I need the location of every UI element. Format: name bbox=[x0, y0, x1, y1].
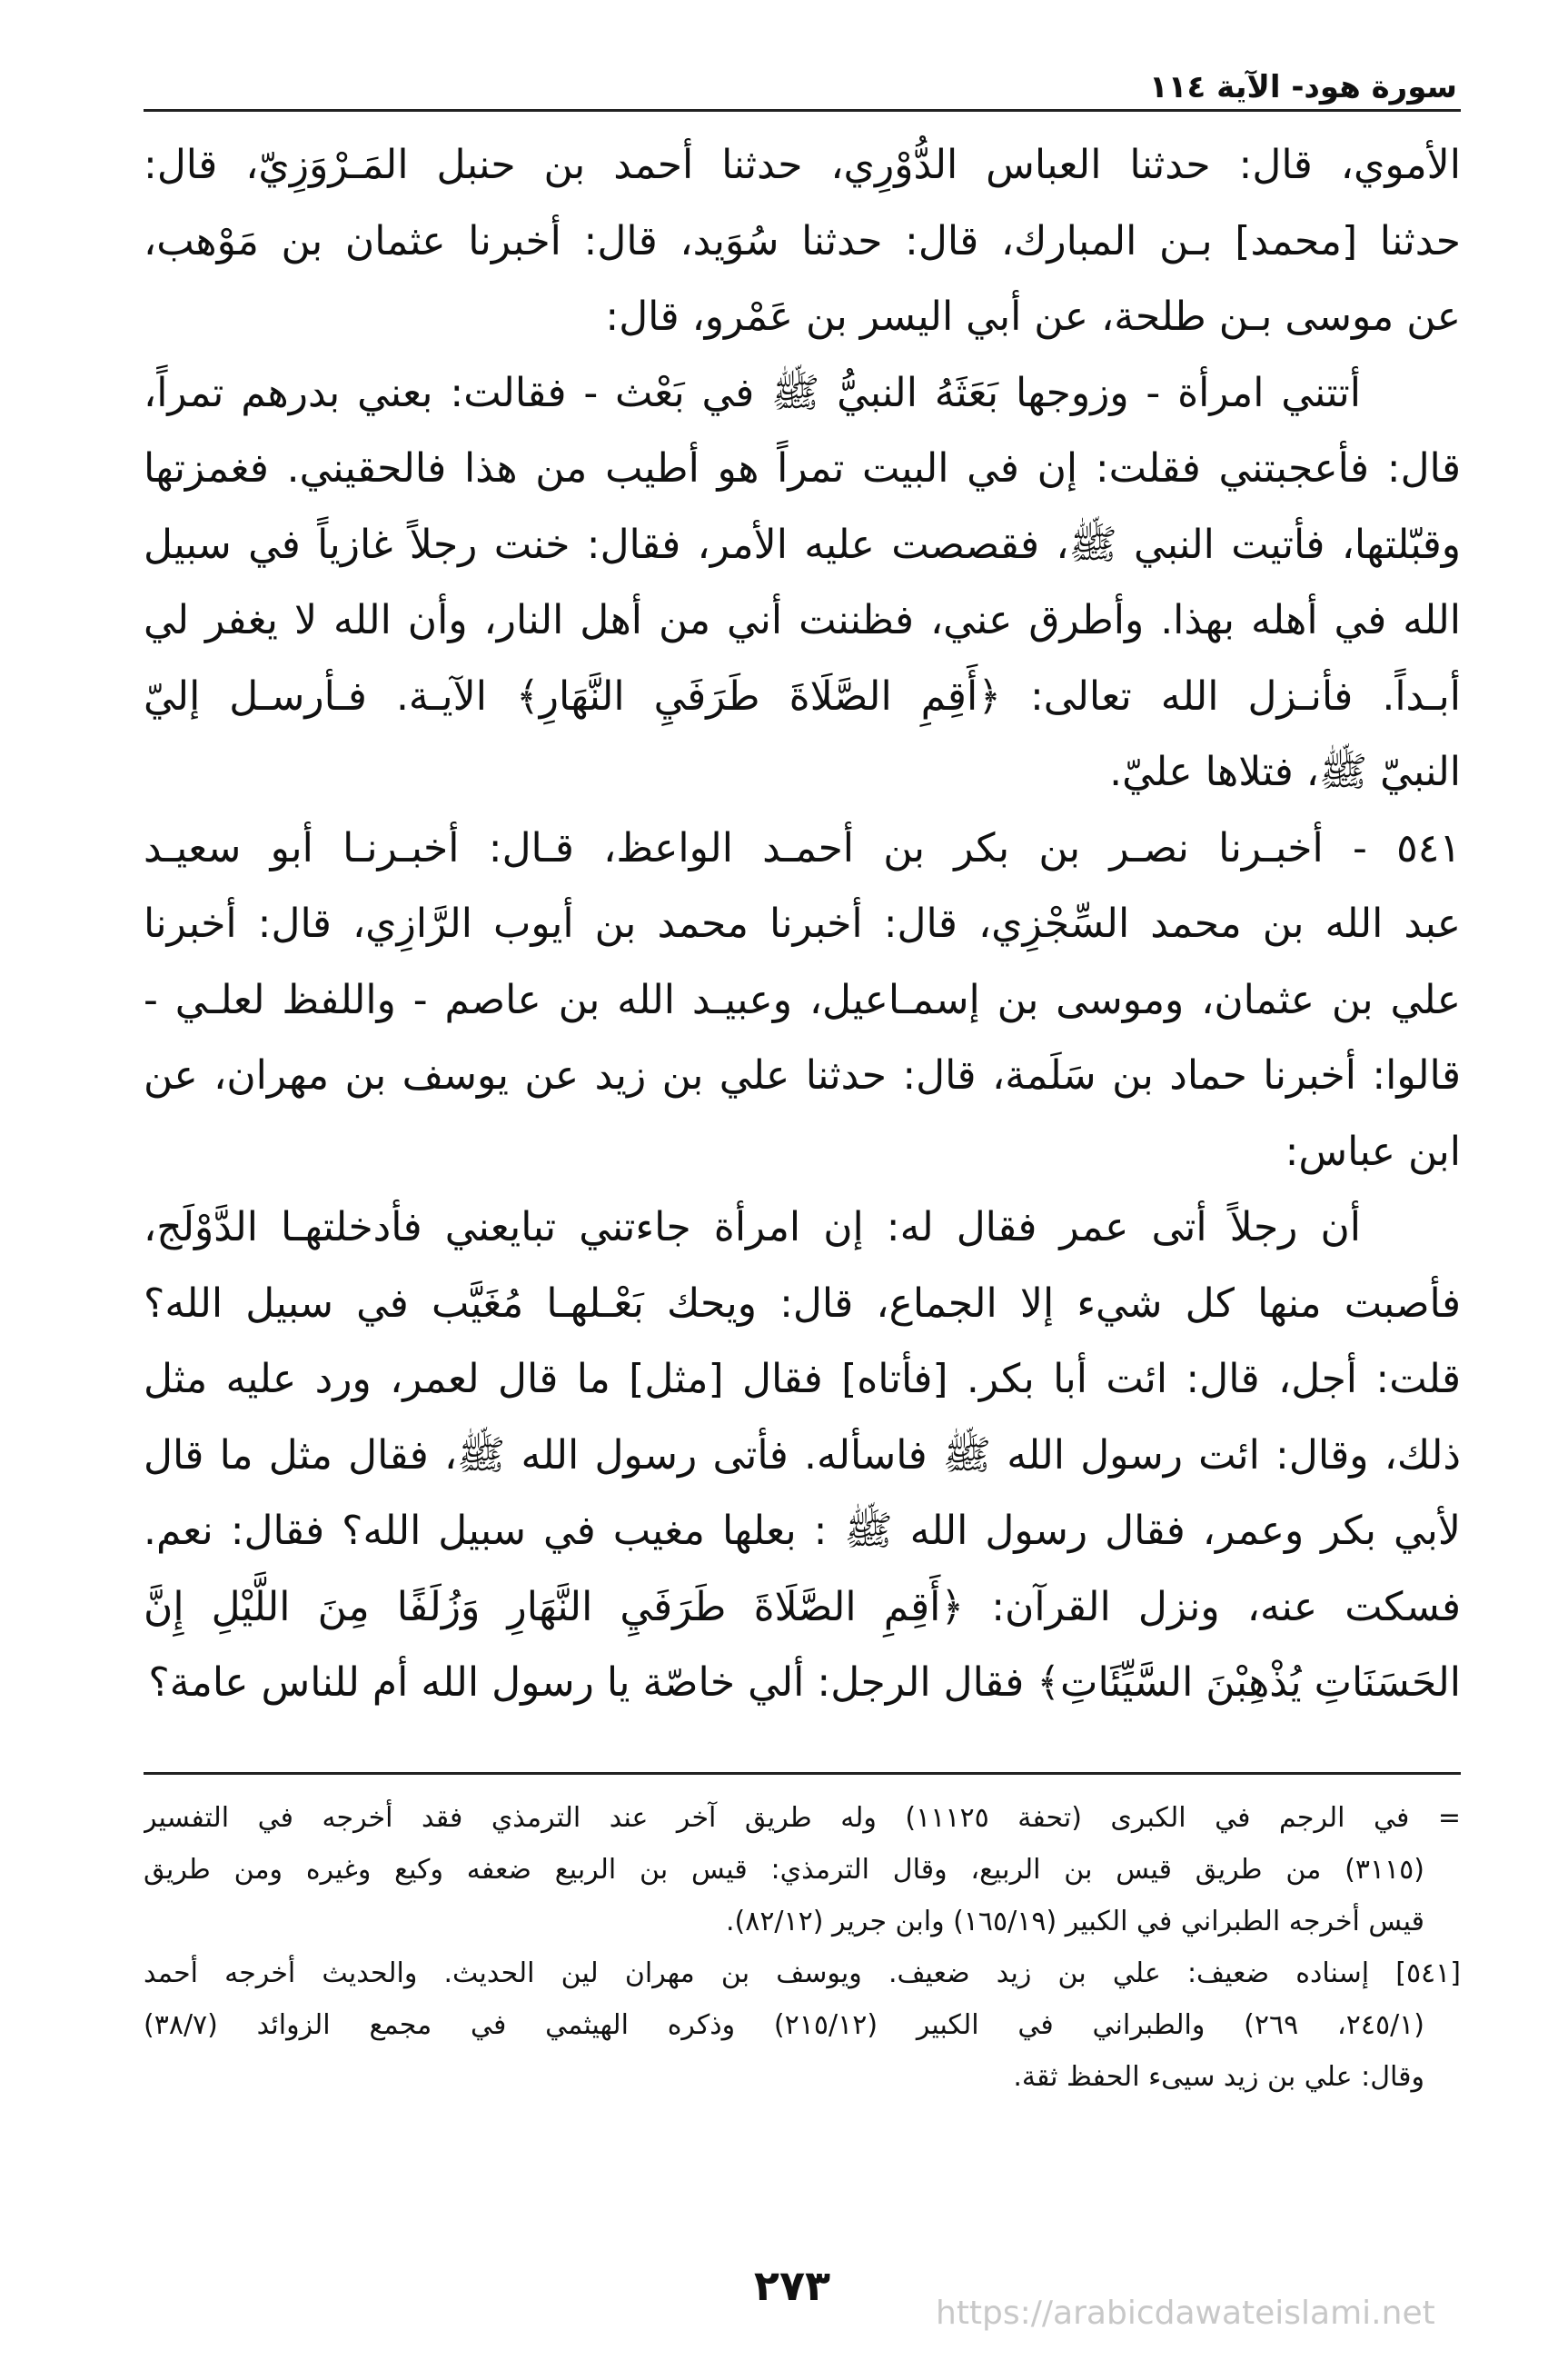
text-line: النبيّ ﷺ، فتلاها عليّ. bbox=[1109, 749, 1461, 795]
footnote-line: (٢٤٥/١، ٢٦٩) والطبراني في الكبير (٢١٥/١٢) وذكره الهيثمي في مجمع الزوائد (٣٨/٧) bbox=[144, 2009, 1425, 2041]
text-line: عن موسى بـن طلحة، عن أبي اليسر بن عَمْرو، قال: bbox=[605, 294, 1461, 340]
text-line: قال: فأعجبتني فقلت: إن في البيت تمراً هو أطيب من هذا فالحقيني. فغمزتها bbox=[144, 445, 1461, 492]
footnote-divider bbox=[144, 1772, 1461, 1775]
main-text bbox=[144, 127, 1461, 1721]
text-line: الله في أهله بهذا. وأطرق عني، فظننت أني من أهل النار، وأن الله لا يغفر لي bbox=[144, 597, 1461, 643]
text-line: قالوا: أخبرنا حماد بن سَلَمة، قال: حدثنا علي بن زيد عن يوسف بن مهران، عن bbox=[144, 1052, 1461, 1099]
footnote-line: (٣١١٥) من طريق قيس بن الربيع، وقال الترمذي: قيس بن الربيع ضعفه وكيع وغيره ومن طريق bbox=[144, 1854, 1424, 1886]
footnotes bbox=[144, 1792, 1461, 2103]
text-line: وقبّلتها، فأتيت النبي ﷺ، فقصصت عليه الأمر، فقال: خنت رجلاً غازياً في سبيل bbox=[144, 521, 1461, 568]
text-line: ذلك، وقال: ائت رسول الله ﷺ فاسأله. فأتى رسول الله ﷺ، فقال مثل ما قال bbox=[144, 1431, 1461, 1479]
text-line: علي بن عثمان، وموسى بن إسمـاعيل، وعبيـد الله بن عاصم - واللفظ لعلـي - bbox=[144, 976, 1461, 1023]
text-line: ابن عباس: bbox=[1285, 1128, 1461, 1175]
text-line: الأموي، قال: حدثنا العباس الدُّوْرِي، حدثنا أحمد بن حنبل المَـرْوَزِيّ، قال: bbox=[144, 142, 1461, 188]
watermark-url: https://arabicdawateislami.net bbox=[936, 2295, 1435, 2332]
text-line: أبـداً. فأنـزل الله تعالى: ﴿أَقِمِ الصَّلَاةَ طَرَفَيِ النَّهَارِ﴾ الآيـة. فـأرسـل إليّ bbox=[144, 672, 1461, 720]
text-line: أن رجلاً أتى عمر فقال له: إن امرأة جاءتني تبايعني فأدخلتهـا الدَّوْلَج، bbox=[144, 1204, 1361, 1250]
text-line: قلت: أجل، قال: ائت أبا بكر. [فأتاه] فقال [مثل] ما قال لعمر، ورد عليه مثل bbox=[144, 1356, 1461, 1402]
text-line: لأبي بكر وعمر، فقال رسول الله ﷺ : بعلها مغيب في سبيل الله؟ فقال: نعم. bbox=[144, 1508, 1461, 1554]
page-number: ٢٧٣ bbox=[753, 2261, 831, 2310]
footnote-line: وقال: علي بن زيد سيىء الحفظ ثقة. bbox=[1013, 2061, 1424, 2093]
footnote-line: [٥٤١] إسناده ضعيف: علي بن زيد ضعيف. ويوسف بن مهران لين الحديث. والحديث أخرجه أحمد bbox=[144, 1957, 1461, 1989]
text-line: عبد الله بن محمد السِّجْزِي، قال: أخبرنا محمد بن أيوب الرَّازِي، قال: أخبرنا bbox=[144, 901, 1461, 947]
text-line: فأصبت منها كل شيء إلا الجماع، قال: ويحك بَعْـلهـا مُغَيَّب في سبيل الله؟ bbox=[144, 1280, 1461, 1327]
running-header bbox=[144, 56, 1461, 112]
hadith-heading-line: ٥٤١ - أخبـرنا نصـر بن بكر بن أحمـد الواعظ، قـال: أخبـرنـا أبو سعيـد bbox=[144, 824, 1461, 871]
text-line: الحَسَنَاتِ يُذْهِبْنَ السَّيِّئَاتِ﴾ فقال الرجل: ألي خاصّة يا رسول الله أم للناس عامة؟ bbox=[148, 1659, 1461, 1706]
text-line: أتتني امرأة - وزوجها بَعَثَهُ النبيُّ ﷺ في بَعْث - فقالت: بعني بدرهم تمراً، bbox=[144, 369, 1361, 416]
surah-reference: سورة هود- الآية ١١٤ bbox=[1149, 69, 1457, 105]
footnote-line: = في الرجم في الكبرى (تحفة ١١١٢٥) وله طريق آخر عند الترمذي فقد أخرجه في التفسير bbox=[144, 1802, 1461, 1834]
text-line: حدثنا [محمد] بـن المبارك، قال: حدثنا سُوَيد، قال: أخبرنا عثمان بن مَوْهب، bbox=[144, 217, 1461, 264]
text-line: فسكت عنه، ونزل القرآن: ﴿أَقِمِ الصَّلَاةَ طَرَفَيِ النَّهَارِ وَزُلَفًا مِنَ اللَّيْلِ إِنَّ bbox=[144, 1583, 1461, 1630]
footnote-line: قيس أخرجه الطبراني في الكبير (١٦٥/١٩) وابن جرير (٨٢/١٢). bbox=[725, 1906, 1424, 1937]
